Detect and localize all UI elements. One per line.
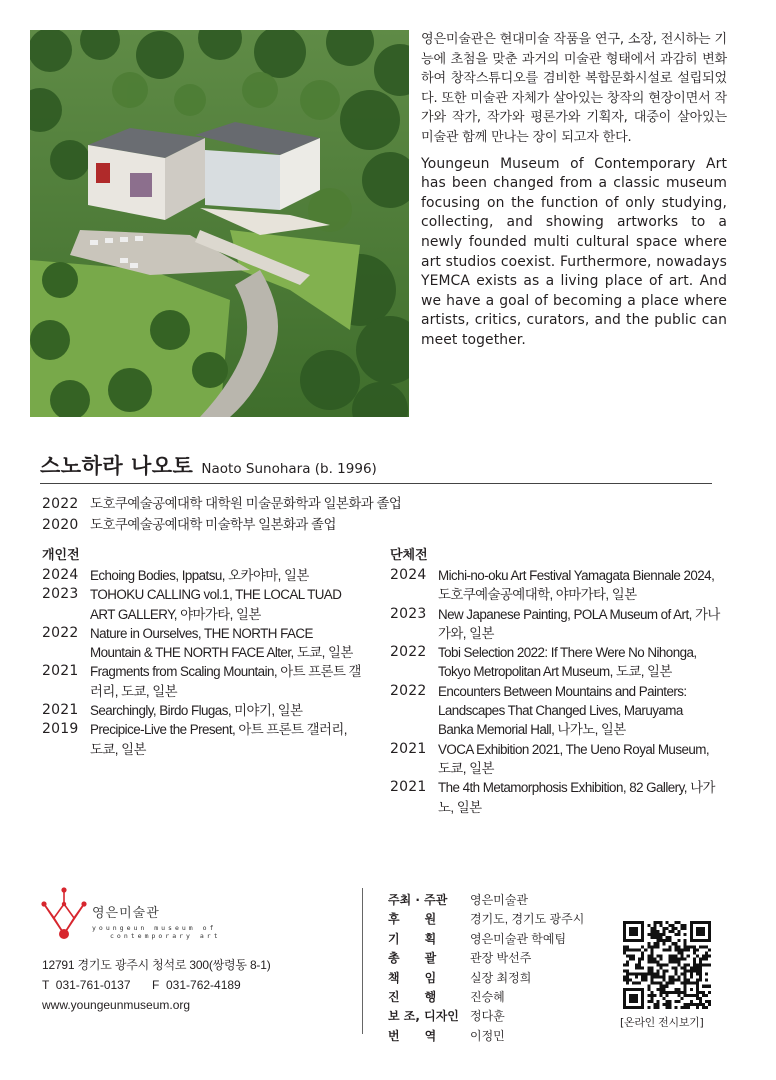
group-exhibitions-list [390,566,720,817]
credit-name: 영은미술관 [470,893,528,907]
online-exhibition-label[interactable]: [온라인 전시보기] [620,1016,704,1029]
list-item [390,605,720,644]
intro-korean: 영은미술관은 현대미술 작품을 연구, 소장, 전시하는 기능에 초첨을 맞춘 과거의 미술관 형태에서 과감히 변화하여 창작스튜디오를 겸비한 복합문화시설로 설립되었다. 또한 미술관 자체가 살아있는 창작의 현장이면서 작가와 작가, 작가와 평론가와 기획자, 대중이 살아있는 미술관 함께 만나는 장이 되고자 한다. [421,32,727,145]
credit-row [388,969,584,988]
credit-role: 번 역 [388,1028,437,1043]
solo-exhibitions-list [42,566,362,759]
exhibition-year: 2021 [390,779,427,796]
exhibition-text: Encounters Between Mountains and Painters: Landscapes That Changed Lives, Maruyama Banka Memorial Hall, 나가노, 일본 [438,683,687,738]
credit-name: 경기도, 경기도 광주시 [470,912,585,927]
exhibition-year: 2022 [390,682,427,699]
exhibition-year: 2021 [42,663,79,680]
education-item [42,515,401,536]
qr-code-icon[interactable] [623,921,711,1009]
museum-logo-english-line1: youngeun museum of [92,924,217,932]
exhibition-text: TOHOKU CALLING vol.1, THE LOCAL TUAD ART GALLERY, 야마가타, 일본 [90,587,342,622]
intro-english: Youngeun Museum of Contemporary Art has been changed from a classic museum focusing on the function of only studying, collecting, and showing artworks to a newly founded multi cultural space where art studios coexist. Furthermore, nowadays YEMCA exists as a living place of art. And we have a goal of becoming a place where artists, critics, curators, and the public can meet together. [421,155,727,348]
credit-role: 총 괄 [388,951,437,966]
exhibition-year: 2023 [390,605,427,622]
exhibition-text: Michi-no-oku Art Festival Yamagata Biennale 2024, 도호쿠예술공예대학, 야마가타, 일본 [438,568,715,603]
credit-row [388,1027,584,1046]
exhibition-text: Precipice-Live the Present, 아트 프론트 갤러리, 도쿄, 일본 [90,722,347,757]
artist-divider [40,483,712,484]
museum-introduction [421,30,727,351]
artist-header [40,450,712,482]
education-item [42,494,401,515]
credit-name: 관장 박선주 [470,951,532,966]
museum-logo-english-line2: contemporary art [110,932,221,940]
artist-name-korean: 스노하라 나오토 [40,454,194,478]
credit-row [388,891,584,910]
list-item [390,778,720,817]
exhibition-year: 2019 [42,721,79,738]
list-item [42,585,362,624]
list-item [42,624,362,663]
footer-divider [362,888,363,1034]
museum-logo-korean: 영은미술관 [92,906,160,921]
exhibition-year: 2023 [42,586,79,603]
education-year: 2020 [42,516,79,533]
credit-row [388,930,584,949]
list-item [390,740,720,779]
exhibition-year: 2022 [42,624,79,641]
exhibition-text: Tobi Selection 2022: If There Were No Nihonga, Tokyo Metropolitan Art Museum, 도쿄, 일본 [438,645,697,680]
exhibition-year: 2024 [42,567,79,583]
museum-logo-icon [40,886,88,952]
education-text: 도호쿠예술공예대학 대학원 미술문화학과 일본화과 졸업 [90,496,402,511]
credit-role: 보 조, 디자인 [388,1009,459,1024]
credit-role: 주최 · 주관 [388,893,448,907]
exhibition-year: 2022 [390,644,427,661]
credit-name: 이정민 [470,1028,505,1043]
list-item [390,566,720,605]
education-text: 도호쿠예술공예대학 미술학부 일본화과 졸업 [90,516,336,532]
museum-phones [42,975,271,995]
museum-website-link[interactable]: www.youngeunmuseum.org [42,998,191,1012]
credit-role: 책 임 [388,970,437,985]
exhibition-text: Nature in Ourselves, THE NORTH FACE Mountain & THE NORTH FACE Alter, 도쿄, 일본 [90,625,353,661]
credit-row [388,988,584,1007]
credit-name: 실장 최정희 [470,970,532,985]
exhibition-year: 2021 [390,740,427,757]
exhibition-text: Searchingly, Birdo Flugas, 미야기, 일본 [90,703,303,719]
exhibition-year: 2024 [390,567,427,583]
exhibition-credits [388,891,584,1046]
credit-name: 정다훈 [470,1009,505,1024]
exhibition-year: 2021 [42,702,79,719]
list-item [42,720,362,759]
solo-exhibitions-title: 개인전 [42,548,80,563]
exhibition-text: New Japanese Painting, POLA Museum of Art, 가나가와, 일본 [438,606,720,641]
museum-contact [42,955,271,1015]
education-year: 2022 [42,496,79,512]
exhibition-text: Echoing Bodies, Ippatsu, 오카야마, 일본 [90,568,309,583]
list-item [42,701,362,720]
exhibition-text: Fragments from Scaling Mountain, 아트 프론트 갤러리, 도쿄, 일본 [90,664,361,699]
credit-role: 진 행 [388,990,437,1005]
museum-address: 12791 경기도 광주시 청석로 300(쌍령동 8-1) [42,958,271,972]
credit-role: 기 획 [388,931,437,946]
museum-aerial-photo [30,30,409,417]
credit-row [388,910,584,929]
credit-row [388,949,584,968]
exhibition-text: VOCA Exhibition 2021, The Ueno Royal Museum, 도쿄, 일본 [438,741,710,776]
education-list [42,494,401,535]
credit-role: 후 원 [388,912,437,927]
list-item [390,643,720,682]
credit-row [388,1007,584,1026]
credit-name: 영은미술관 학예팀 [470,931,567,946]
museum-logo [40,886,250,956]
list-item [42,566,362,585]
museum-fax: F 031-762-4189 [152,978,241,992]
group-exhibitions-title: 단체전 [390,548,428,563]
list-item [390,682,720,740]
credit-name: 진승혜 [470,990,505,1005]
artist-name-english: Naoto Sunohara (b. 1996) [201,461,377,477]
exhibition-text: The 4th Metamorphosis Exhibition, 82 Gallery, 나가노, 일본 [438,780,715,815]
museum-tel: T 031-761-0137 [42,978,131,992]
list-item [42,662,362,701]
